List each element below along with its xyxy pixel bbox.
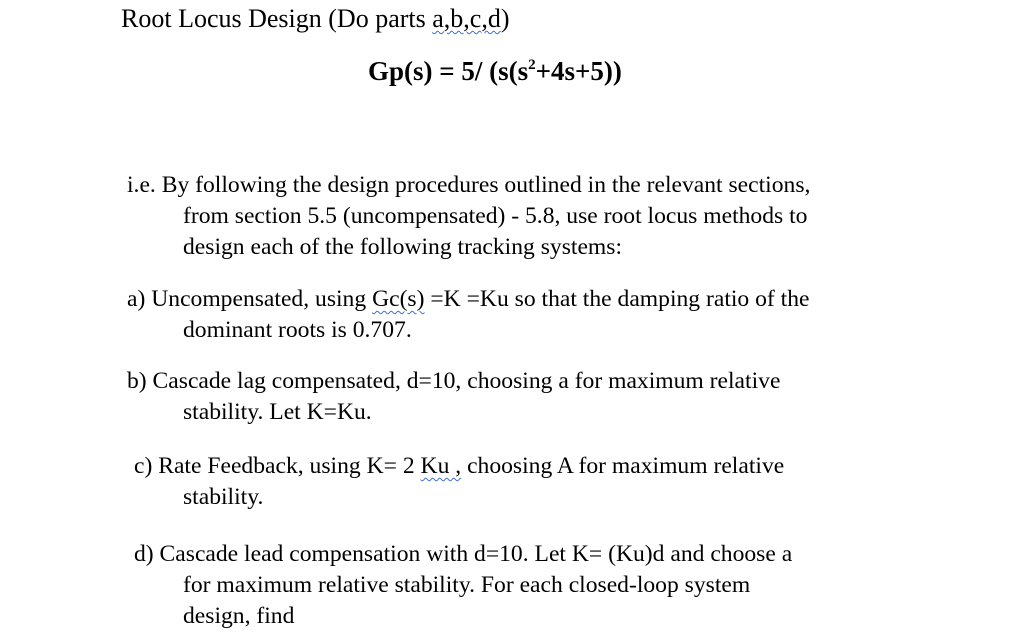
part-a-line-1 (127, 286, 810, 312)
part-c-line-2: stability. (183, 484, 264, 510)
part-c-line-1 (134, 453, 784, 479)
part-a-gc: Gc(s) (372, 286, 425, 312)
equation-lhs: Gp(s) = 5/ (s(s (368, 56, 529, 86)
intro-line-2: from section 5.5 (uncompensated) - 5.8, use root locus methods to (183, 203, 808, 229)
part-c-suffix: choosing A for maximum relative (461, 453, 785, 479)
intro-line-3: design each of the following tracking systems: (183, 234, 623, 260)
part-c-ku: Ku , (420, 453, 462, 479)
title-parts: a,b,c,d (432, 4, 501, 33)
part-d-line-1: d) Cascade lead compensation with d=10. Let K= (Ku)d and choose a (134, 541, 793, 567)
part-a-prefix: a) Uncompensated, using (127, 286, 373, 312)
intro-paragraph (127, 170, 810, 263)
part-b-line-1: b) Cascade lag compensated, d=10, choosing a for maximum relative (127, 368, 781, 394)
document-title (121, 4, 510, 34)
intro-line-1: i.e. By following the design procedures outlined in the relevant sections, (127, 172, 811, 198)
part-d (134, 539, 792, 632)
part-c-prefix: c) Rate Feedback, using K= 2 (134, 453, 421, 479)
equation-exponent: 2 (528, 57, 536, 73)
part-d-line-3: design, find (183, 603, 295, 629)
part-c (134, 451, 784, 513)
title-suffix: ) (500, 4, 510, 33)
part-b-line-2: stability. Let K=Ku. (183, 399, 372, 425)
part-a-line-2: dominant roots is 0.707. (183, 317, 412, 343)
title-prefix: Root Locus Design (Do parts (121, 4, 433, 33)
part-a-suffix: =K =Ku so that the damping ratio of the (424, 286, 810, 312)
part-b (127, 366, 780, 428)
part-a (127, 284, 810, 346)
plant-transfer-function (368, 56, 622, 86)
equation-rhs: +4s+5)) (535, 56, 622, 86)
part-d-line-2: for maximum relative stability. For each closed-loop system (183, 572, 751, 598)
